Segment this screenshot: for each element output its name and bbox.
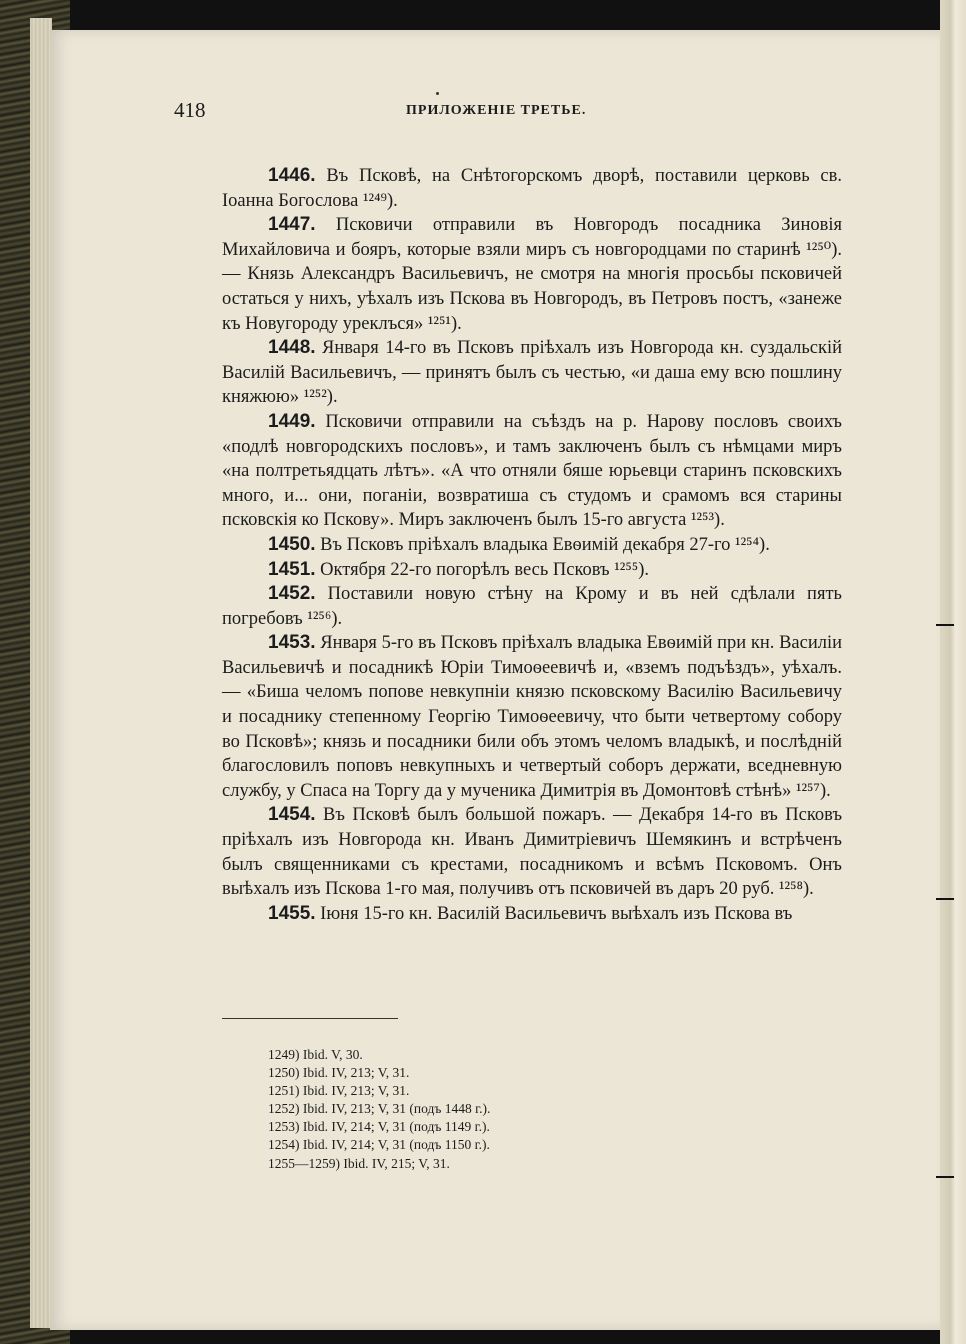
- entry-text: Въ Псковѣ былъ большой пожаръ. — Декабря 14-го въ Псковъ пріѣхалъ изъ Новгорода кн. Иванъ Димитріевичъ Шемякинъ и встрѣченъ былъ священниками съ крестами, посадникомъ и всѣмъ Псковомъ. Онъ выѣхалъ изъ Пскова 1-го мая, получивъ отъ псковичей въ даръ 20 руб. ¹²⁵⁸).: [222, 805, 843, 900]
- year-entry: [222, 410, 842, 533]
- year-entry: [222, 582, 842, 631]
- year-entry: [222, 533, 842, 558]
- binding-stitch: [936, 1176, 954, 1178]
- entry-text: Октября 22-го погорѣлъ весь Псковъ ¹²⁵⁵).: [320, 559, 650, 580]
- entry-year: 1452.: [268, 583, 316, 605]
- year-entry: [222, 336, 842, 410]
- entry-text: Января 14-го въ Псковъ пріѣхалъ изъ Новгорода кн. суздальскій Василій Васильевичъ, — принятъ былъ съ честью, «и даша ему всю пошлину княжюю» ¹²⁵²).: [222, 338, 842, 408]
- entry-year: 1454.: [268, 804, 316, 826]
- entry-text: Января 5-го въ Псковъ пріѣхалъ владыка Евѳимій при кн. Василіи Васильевичѣ и посадникѣ Юріи Тимоѳеевичѣ и, «вземъ подъѣздъ», уѣхалъ. — «Биша челомъ попове невкупніи князю псковскому Василію Васильевичу и посаднику степенному Георгію Тимоѳеевичу, что быти четвертому собору во Псковѣ»; князь и посадники били объ этомъ челомъ владыкѣ, и послѣдній благословилъ поповъ невкупныхъ и четвертый соборъ держати, вседневную службу, у Спаса на Торгу да у мученика Димитрія въ Домонтовѣ стѣнѣ» ¹²⁵⁷).: [222, 633, 843, 801]
- footnote: 1249) Ibid. V, 30.: [268, 1047, 363, 1062]
- year-entry: [222, 164, 842, 213]
- entry-text: Поставили новую стѣну на Крому и въ ней сдѣлали пять погребовъ ¹²⁵⁶).: [222, 584, 842, 629]
- entry-year: 1447.: [268, 214, 316, 236]
- book-gutter: [940, 0, 966, 1344]
- footnote-divider: [222, 1018, 398, 1019]
- footnote: 1252) Ibid. IV, 213; V, 31 (подъ 1448 г.).: [268, 1101, 491, 1117]
- entry-text: Іюня 15-го кн. Василій Васильевичъ выѣхалъ изъ Пскова въ: [320, 903, 793, 924]
- entry-year: 1451.: [268, 558, 316, 580]
- entry-text: Въ Псковѣ, на Снѣтогорскомъ дворѣ, поставили церковь св. Іоанна Богослова ¹²⁴⁹).: [222, 166, 843, 211]
- page-stack-edge: [30, 18, 52, 1328]
- main-text: [222, 164, 842, 926]
- footnote: 1255—1259) Ibid. IV, 215; V, 31.: [268, 1155, 450, 1171]
- year-entry: [222, 213, 842, 336]
- entry-year: 1449.: [268, 410, 316, 432]
- year-entry: [222, 631, 842, 803]
- binding-stitch: [936, 898, 954, 900]
- footnote: 1254) Ibid. IV, 214; V, 31 (подъ 1150 г.).: [268, 1137, 490, 1153]
- footnote: 1250) Ibid. IV, 213; V, 31.: [268, 1065, 410, 1081]
- entry-year: 1450.: [268, 533, 316, 555]
- entry-text: Псковичи отправили въ Новгородъ посадника Зиновія Михайловича и бояръ, которые взяли миръ съ новгородцами по старинѣ ¹²⁵⁰). — Князь Александръ Васильевичъ, не смотря на многія просьбы псковичей остаться у нихъ, уѣхалъ изъ Пскова въ Новгородъ, въ Петровъ постъ, «занеже къ Новугороду уреклъся» ¹²⁵¹).: [222, 215, 842, 334]
- footnote: 1253) Ibid. IV, 214; V, 31 (подъ 1149 г.).: [268, 1119, 490, 1135]
- entry-text: Въ Псковъ пріѣхалъ владыка Евѳимій декабря 27-го ¹²⁵⁴).: [320, 534, 770, 555]
- footnote: 1251) Ibid. IV, 213; V, 31.: [268, 1083, 410, 1099]
- year-entry: [222, 803, 842, 901]
- page-number: 418: [174, 98, 206, 122]
- year-entry: [222, 902, 842, 927]
- entry-year: 1455.: [268, 902, 316, 924]
- running-title: ПРИЛОЖЕНІЕ ТРЕТЬЕ.: [406, 103, 587, 118]
- footnotes: [268, 1046, 490, 1173]
- binding-stitch: [936, 624, 954, 626]
- entry-year: 1446.: [268, 165, 316, 186]
- entry-year: 1453.: [268, 632, 316, 654]
- entry-text: Псковичи отправили на съѣздъ на р. Нарову пословъ своихъ «подлѣ новгородскихъ пословъ», и тамъ заключенъ былъ съ нѣмцами миръ «на полтретьядцать лѣтъ». «А что отняли бяше юрьевци старинъ псковскихъ много, и... они, поганіи, возвратиша съ студомъ и срамомъ вся старины псковскія ко Пскову». Миръ заключенъ былъ 15-го августа ¹²⁵³).: [222, 411, 842, 531]
- print-mark: [436, 92, 439, 95]
- year-entry: [222, 558, 842, 583]
- entry-year: 1448.: [268, 337, 316, 359]
- page-header: [174, 98, 838, 128]
